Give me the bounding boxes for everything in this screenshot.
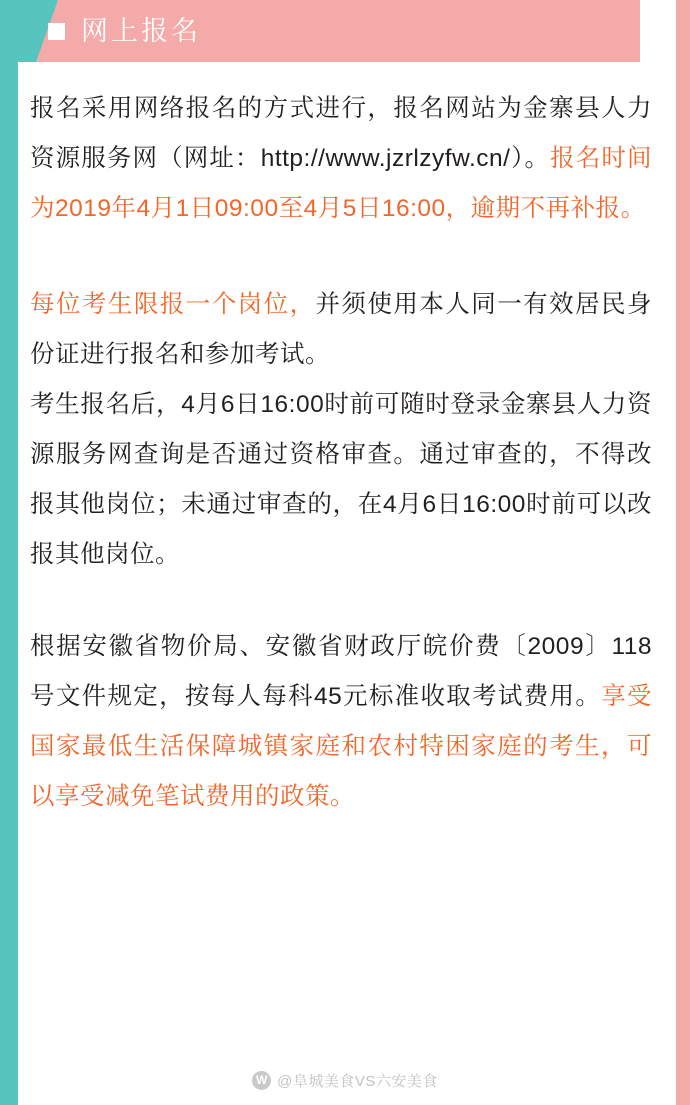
left-accent-bar (0, 0, 18, 1105)
paragraph2-highlight-text: 每位考生限报一个岗位， (30, 291, 316, 318)
watermark-text: @阜城美食VS六安美食 (277, 1073, 438, 1090)
paragraph1-highlight-text: 报名时间为2019年4月1日09:00至4月5日16:00，逾期不再补报。 (30, 145, 652, 222)
paragraph-spacer-2 (30, 580, 652, 622)
paragraph4-highlight-text: 享受国家最低生活保障城镇家庭和农村特困家庭的考生，可以享受减免笔试费用的政策。 (30, 683, 653, 810)
watermark (0, 1070, 690, 1091)
section-header (18, 0, 676, 62)
paragraph-spacer-1 (30, 234, 652, 280)
paragraph-online-registration (30, 84, 652, 234)
header-content (18, 0, 640, 62)
document-body (18, 62, 676, 822)
weibo-logo-icon (252, 1071, 271, 1090)
page-title: 网上报名 (81, 15, 201, 46)
paragraph3-normal-text: 考生报名后，4月6日16:00时前可随时登录金寨县人力资源服务网查询是否通过资格审查。通过审查的，不得改报其他岗位；未通过审查的，在4月6日16:00时前可以改报其他岗位。 (30, 391, 652, 568)
paragraph-one-post-limit (30, 280, 652, 380)
paragraph4-normal-text: 根据安徽省物价局、安徽省财政厅皖价费〔2009〕118号文件规定，按每人每科45元标准收取考试费用。 (30, 633, 652, 710)
paragraph2-normal-text: 并须使用本人同一有效居民身份证进行报名和参加考试。 (30, 291, 653, 368)
paragraph-exam-fee (30, 622, 652, 822)
square-bullet-icon (48, 23, 65, 40)
paragraph1-normal-text: 报名采用网络报名的方式进行，报名网站为金寨县人力资源服务网（网址：http://www.jzrlzyfw.cn/）。 (30, 95, 652, 172)
right-accent-bar (676, 0, 690, 1105)
paragraph-qualification-review (30, 380, 652, 580)
